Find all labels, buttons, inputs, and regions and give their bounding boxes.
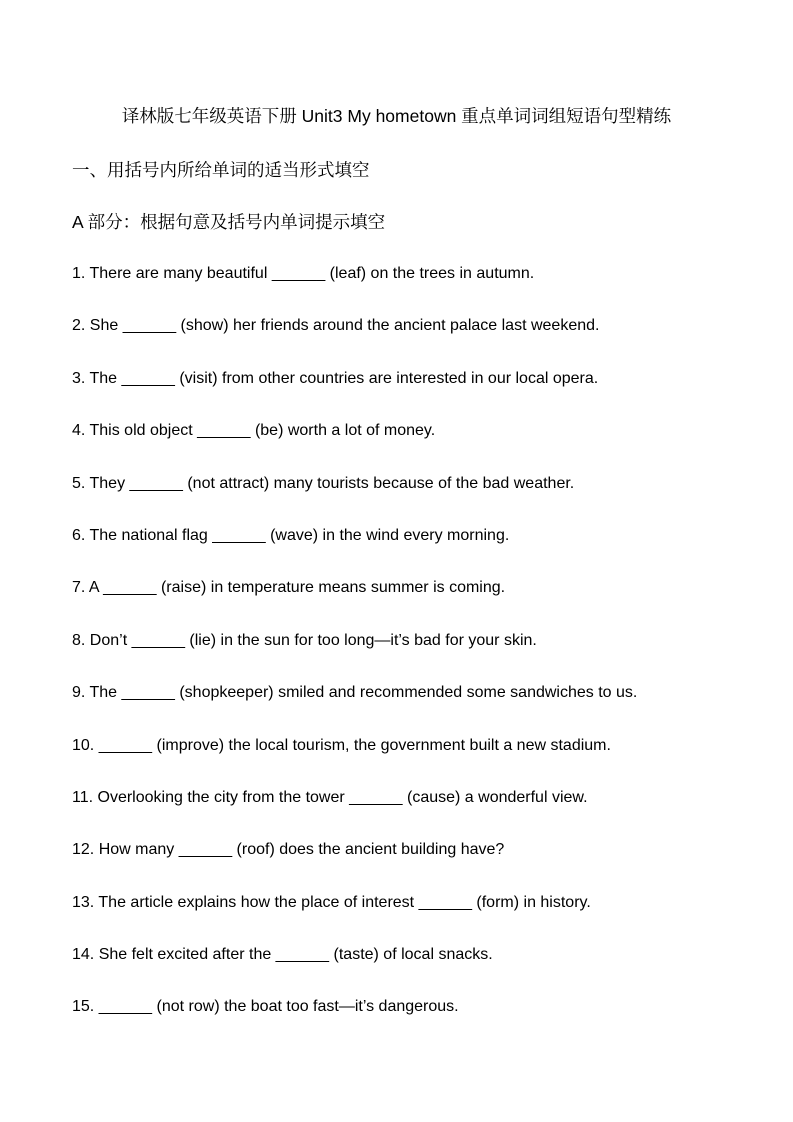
exercise-item-12: 12. How many ______ (roof) does the ancient building have? <box>72 841 505 859</box>
exercise-item-15: 15. ______ (not row) the boat too fast—it’s dangerous. <box>72 998 459 1016</box>
exercise-item-8: 8. Don’t ______ (lie) in the sun for too long—it’s bad for your skin. <box>72 631 537 649</box>
exercise-item-9: 9. The ______ (shopkeeper) smiled and recommended some sandwiches to us. <box>72 684 638 702</box>
exercise-item-10: 10. ______ (improve) the local tourism, the government built a new stadium. <box>72 736 611 754</box>
exercise-item-14: 14. She felt excited after the ______ (taste) of local snacks. <box>72 946 493 964</box>
exercise-list <box>72 262 637 1048</box>
exercise-item-2: 2. She ______ (show) her friends around the ancient palace last weekend. <box>72 317 600 335</box>
exercise-item-6: 6. The national flag ______ (wave) in the wind every morning. <box>72 526 510 544</box>
exercise-item-13: 13. The article explains how the place of interest ______ (form) in history. <box>72 893 591 911</box>
exercise-item-4: 4. This old object ______ (be) worth a lot of money. <box>72 422 436 440</box>
exercise-item-5: 5. They ______ (not attract) many tourists because of the bad weather. <box>72 474 575 492</box>
exercise-item-3: 3. The ______ (visit) from other countries are interested in our local opera. <box>72 369 599 387</box>
document-title: 译林版七年级英语下册 Unit3 My hometown 重点单词词组短语句型精练 <box>121 106 672 126</box>
exercise-item-11: 11. Overlooking the city from the tower ______ (cause) a wonderful view. <box>72 788 588 806</box>
exercise-item-7: 7. A ______ (raise) in temperature means summer is coming. <box>72 579 506 597</box>
section-heading: 一、用括号内所给单词的适当形式填空 <box>72 160 370 180</box>
exercise-item-1: 1. There are many beautiful ______ (leaf) on the trees in autumn. <box>72 265 535 282</box>
part-heading: A 部分：根据句意及括号内单词提示填空 <box>72 212 386 232</box>
